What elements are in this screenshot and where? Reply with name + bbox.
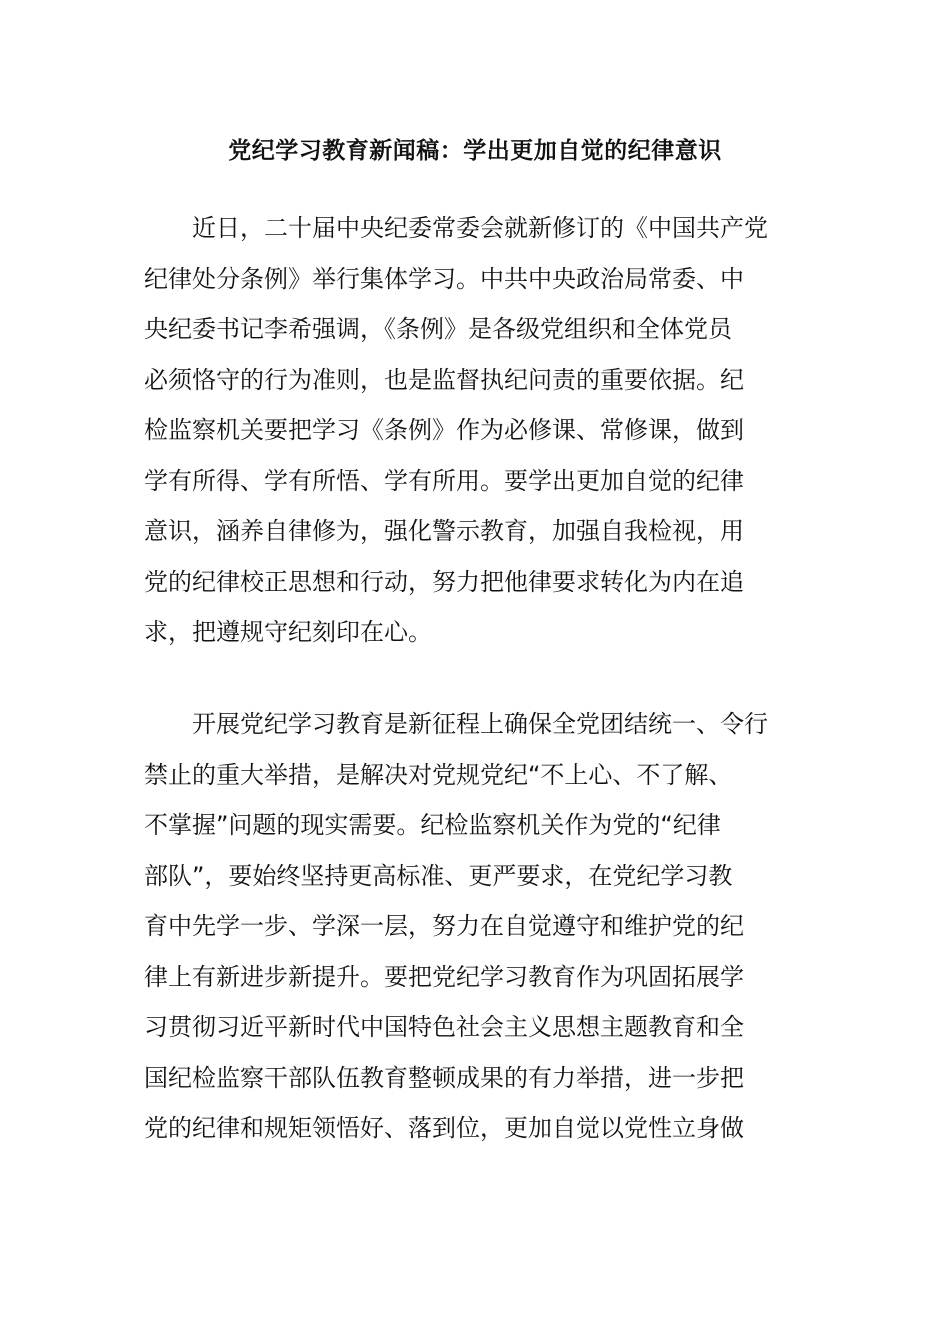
paragraph-line: 开展党纪学习教育是新征程上确保全党团结统一、令行 bbox=[192, 710, 768, 738]
paragraph-line: 国纪检监察干部队伍教育整顿成果的有力举措，进一步把 bbox=[144, 1063, 744, 1092]
paragraph-line: 必须恪守的行为准则，也是监督执纪问责的重要依据。纪 bbox=[144, 365, 744, 394]
paragraph-line: 习贯彻习近平新时代中国特色社会主义思想主题教育和全 bbox=[144, 1013, 744, 1041]
paragraph-line: 部队”，要始终坚持更高标准、更严要求，在党纪学习教 bbox=[144, 861, 733, 890]
paragraph-line: 近日，二十届中央纪委常委会就新修订的《中国共产党 bbox=[192, 214, 768, 242]
paragraph-line: 检监察机关要把学习《条例》作为必修课、常修课，做到 bbox=[144, 416, 744, 444]
paragraph-line: 律上有新进步新提升。要把党纪学习教育作为巩固拓展学 bbox=[144, 962, 744, 991]
paragraph-2 bbox=[144, 699, 806, 1154]
paragraph-line: 育中先学一步、学深一层，努力在自觉遵守和维护党的纪 bbox=[144, 912, 744, 940]
paragraph-line: 求，把遵规守纪刻印在心。 bbox=[144, 618, 432, 646]
paragraph-line: 禁止的重大举措，是解决对党规党纪“不上心、不了解、 bbox=[144, 760, 733, 789]
paragraph-line: 央纪委书记李希强调，《条例》是各级党组织和全体党员 bbox=[144, 315, 732, 343]
paragraph-line: 党的纪律校正思想和行动，努力把他律要求转化为内在追 bbox=[144, 567, 744, 596]
paragraph-1 bbox=[144, 203, 806, 658]
paragraph-line: 意识，涵养自律修为，强化警示教育，加强自我检视，用 bbox=[144, 517, 744, 545]
paragraph-line: 党的纪律和规矩领悟好、落到位，更加自觉以党性立身做 bbox=[144, 1114, 744, 1142]
paragraph-line: 纪律处分条例》举行集体学习。中共中央政治局常委、中 bbox=[144, 264, 744, 293]
paragraph-line: 学有所得、学有所悟、学有所用。要学出更加自觉的纪律 bbox=[144, 466, 744, 495]
paragraph-line: 不掌握”问题的现实需要。纪检监察机关作为党的“纪律 bbox=[144, 811, 721, 839]
document-title: 党纪学习教育新闻稿：学出更加自觉的纪律意识 bbox=[228, 138, 722, 164]
